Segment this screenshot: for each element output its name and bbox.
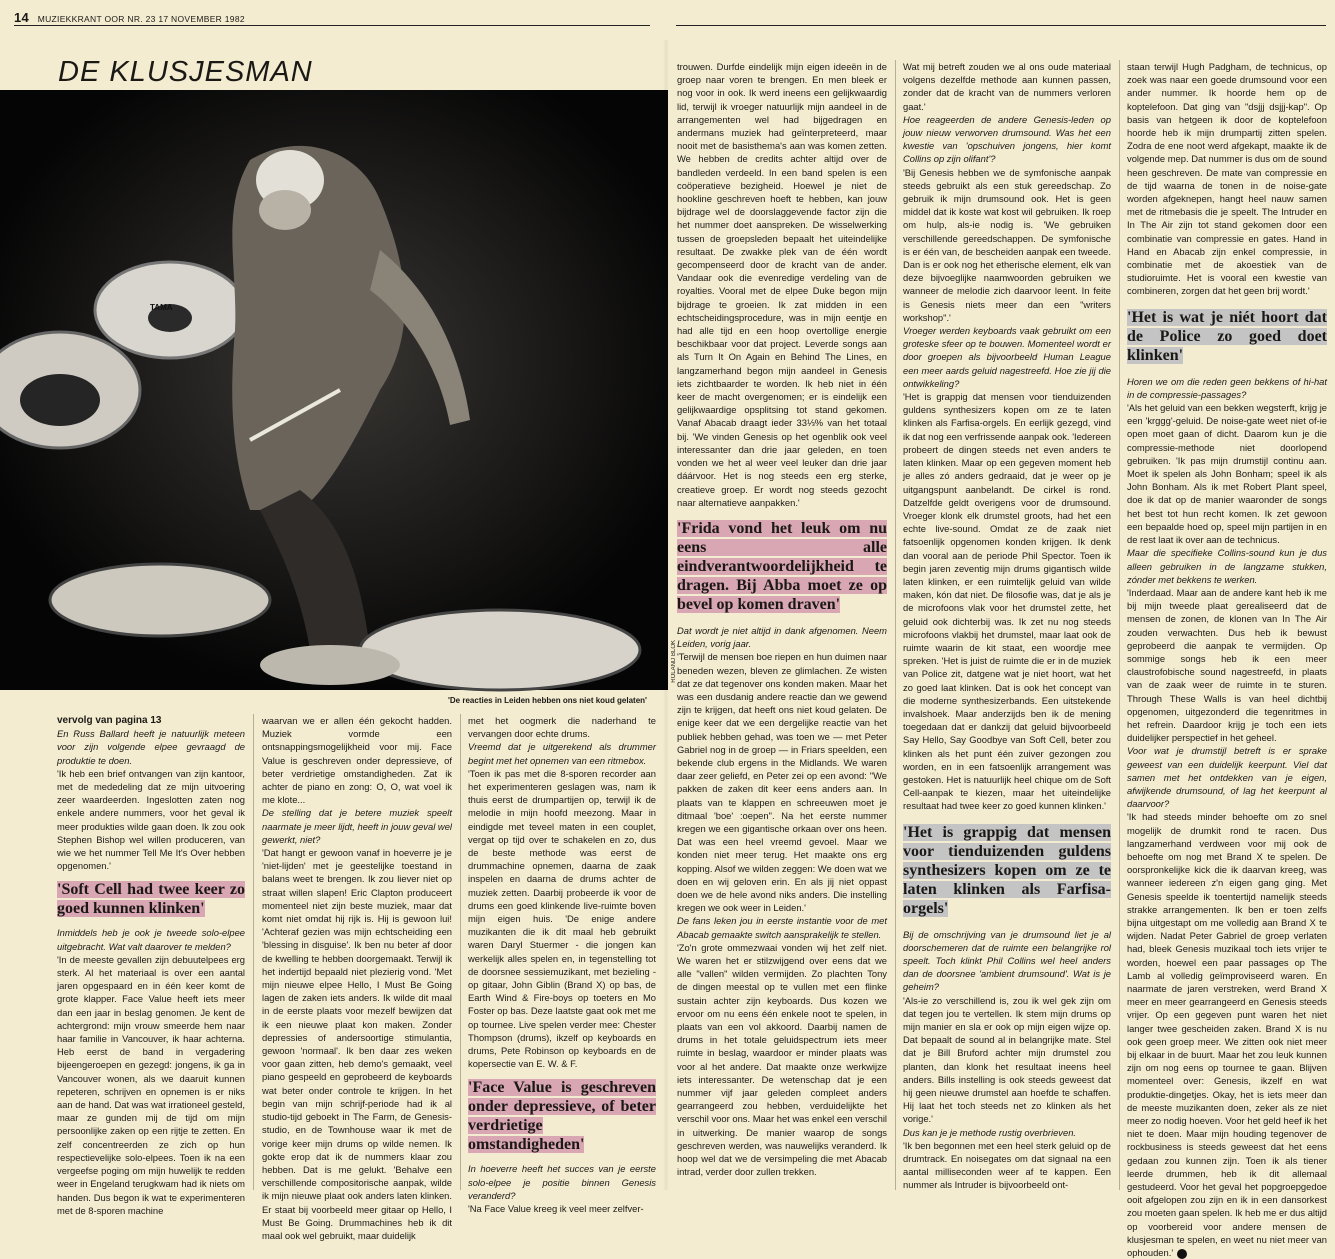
question: Vroeger werden keyboards vaak gebruikt om een groteske sfeer op te bouwen. Momenteel wordt er door groepen als bijvoorbeeld Human League een meer aards geluid nagestreefd. Hoe zie jij die ontwikkeling? — [903, 325, 1111, 389]
pull-quote-text: 'Frida vond het leuk om nu eens alle eindverantwoordelijkheid te dragen. Bij Abba moet ze op bevel op komen draven' — [677, 519, 887, 613]
question: Voor wat je drumstijl betreft is er sprake geweest van een duidelijk keerpunt. Viel dat samen met het ontdekken van je eigen, afwijkende drumsound, of lag het keerpunt al daarvoor? — [1127, 745, 1327, 810]
pull-quote-text: 'Soft Cell had twee keer zo goed kunnen klinken' — [57, 881, 245, 918]
question: Vreemd dat je uitgerekend als drummer begint met het opnemen van een ritmebox. — [468, 741, 656, 766]
pull-quote — [468, 1078, 656, 1154]
column-5 — [903, 60, 1111, 1192]
column-2 — [262, 714, 452, 1241]
issue-number: NR. 23 — [127, 14, 156, 24]
column-4 — [677, 60, 887, 1192]
pull-quote — [1127, 308, 1327, 365]
answer: 'Ik heb een brief ontvangen van zijn kantoor, met de mededeling dat ze mijn uitvoering zeer waardeerden. Ingeslotten zaten nog enkele andere nummers, voor het geval ik meer produkties wilde gaan doen. Ik zou ook Stephen Bishop wel willen produceren, van wie we het nummer Tell Me It's Over hebben opgenomen.' — [57, 767, 245, 872]
column-divider — [1119, 60, 1120, 1190]
question: De stelling dat je betere muziek speelt naarmate je meer lijdt, heeft in jouw geval wel gewerkt, niet? — [262, 807, 452, 845]
column-divider — [895, 60, 896, 1190]
question: Bij de omschrijving van je drumsound liet je al doorschemeren dat de ruimte een belangrijke rol speelt. Toch klinkt Phil Collins wel heel anders dan de doorsnee 'ambient drumsound'. Wat is je geheim? — [903, 928, 1111, 993]
question: Horen we om die reden geen bekkens of hi-hat in de compressie-passages? — [1127, 375, 1327, 400]
column-1 — [57, 714, 245, 1216]
answer: trouwen. Durfde eindelijk mijn eigen ideeën in de groep naar voren te brengen. En men bleek er nog voor in ook. Ik werd ineens een gelijkwaardig lid, terwijl ik vroeger natuurlijk mijn aandeel in de arrangementen wel had bijgedragen en andermans muziek had geïnterpreteerd, maar nooit met de basisthema's aan was komen zetten. We hebben de credits achter altijd over de bandleden verdeeld. In een band spelen is een coöperatieve bezigheid. Hoewel je niet de hookline geschreven hoeft te hebben, kan jouw bijdrage wel de doorslaggevende factor zijn die het nummer doet aanspreken. De wisselwerking tussen de groepsleden bepaalt het uiteindelijke resultaat. De zwakke plek van de één wordt gecompenseerd door de kracht van de ander. Vandaar ook die evenredige verdeling van de royalties. Vooral met de elpee Duke begon mijn bijdrage te groeien. Ik zat midden in een echtscheidingsprocedure, was in mijn eentje en had alle tijd en een hoop overtollige energie beschikbaar voor dat project. Leverde songs aan als Turn It On Again en Behind The Lines, en langzamerhand begon mijn aandeel in Genesis iets zichtbaarder te worden. Ik heb niet in één keer de macht overgenomen; er is eindelijk een gelijkwaardige opsplitsing tot stand gekomen. Vanaf Abacab draagt ieder 33⅓% van het totaal bij. 'We vinden Genesis op het ogenblik ook veel interessanter dan drie jaar geleden, en toen vonden we het al weer veel leuker dan drie jaar dáárvoor. Het is nog steeds een erg sterke, creatieve groep. Er wordt nog steeds gezocht naar alternatieve aanpakken.' — [677, 61, 887, 508]
answer: 'Het is grappig dat mensen voor tienduizenden guldens synthesizers kopen om ze te laten klinken als Farfisa-orgels. En eerlijk gezegd, vind ik dat nog een verfrissende aanpak ook. 'Iedereen probeert de dingen steeds net even anders te laten klinken. Maar op een gegeven moment heb je alles zó anders gedraaid, dat je weer op je uitgangspunt aanbelandt. De cirkel is rond. Datzelfde geldt overigens voor de drumsound. Vroeger klonk elk drumstel groots, had het een echte live-sound. Omdat ze de zaak niet fatsoenlijk opgenomen konden krijgen. Ik denk dan vooral aan de periode Phil Spector. Toen ik begin jaren zeventig mijn drums gigantisch wilde laten klinken, er een ruimtelijk geluid van wilde maken, kón dat niet. De filosofie was, dat je als je de microfoons vlak voor het drumstel zette, het geluid ook dichterbij was. Ik zet nu nog steeds microfoons vlakbij het drumstel, maar laat ook de ruimte waarin de kit staat, een woordje mee spreken. 'Het is juist de ruimte die er in de muziek van Police zit, datgene wat je niet hoort, wat het zo goed laat klinken. Dat is ook het concept van die moderne synthesizerbands. Een uitstekende invalshoek. Maar anderzijds ben ik de mening toegedaan dat er dankzij dat geluid bijvoorbeeld Say Hello, Say Goodbye van Soft Cell, beter zou klinken als het punt één zuiver gezongen zou worden, en in een fatsoenlijk arrangement was gestoken. Het is natuurlijk heel chique om de Soft Cell-aanpak te kiezen, maar het uiteindelijke resultaat had twee keer zo goed kunnen klinken.' — [903, 391, 1111, 812]
question: Dus kan je je methode rustig overbrieven. — [903, 1126, 1077, 1138]
answer: 'Als het geluid van een bekken wegsterft, krijg je een 'krggg'-geluid. De noise-gate weet niet of-ie open moet gaan of dicht. Daarom kun je die compressie-methode niet doorlopend gebruiken. 'Ik pas mijn drumstijl continu aan. Moet ik spelen als John Bonham; speel ik als John Bonham. Als ik met Robert Plant speel, doe ik dat op de manier waaronder de songs het best tot hun recht komen. Ik zet gewoon een bepaalde hoed op, speel mijn partijen in en de rest laat ik over aan de technicus. — [1127, 402, 1327, 546]
header-rule-left — [14, 25, 650, 26]
question: De fans leken jou in eerste instantie voor de met Abacab gemaakte switch aansprakelijk te stellen. — [677, 915, 887, 940]
pull-quote-text: 'Face Value is geschreven onder depressieve, of beter verdrietige omstandigheden' — [468, 1079, 656, 1154]
answer: 'Na Face Value kreeg ik veel meer zelfver- — [468, 1203, 644, 1215]
pull-quote-text: 'Het is wat je niét hoort dat de Police zo goed doet klinken' — [1127, 308, 1327, 364]
pull-quote — [903, 823, 1111, 918]
page-header — [14, 10, 245, 25]
pull-quote — [677, 519, 887, 614]
answer: 'Zo'n grote ommezwaai vonden wij het zelf niet. We waren het er stilzwijgend over eens dat we alle "vallen" wilden vermijden. Zo plachten Tony de dingen meestal op te vullen met een flinke sustain achter zijn keyboards. Dus kozen we ervoor om nu eens één enkele noot te spelen, in plaats van een vol akkoord. Daarbij namen de drums in het totale geluidspectrum iets meer ruimte in beslag, waardoor er minder plaats was voor al het andere. Dat maakte onze werkwijze iets interessanter. De wetenschap dat je een nummer vijf jaar geleden compleet anders gearrangeerd zou hebben, verduidelijkte het verschil voor ons. Maar het was enkel een verschil in uitwerking. De manier waarop de songs geschreven werden, was nauwelijks veranderd. Ik hoop wel dat we de versimpeling die met Abacab intrad, verder door zullen trekken. — [677, 941, 887, 1178]
end-mark-icon — [1177, 1249, 1187, 1259]
answer: 'Ik ben begonnen met een heel sterk geluid op de drumtrack. En noisegates om dat signaal na een aantal milliseconden weer af te kappen. Een nummer als Intruder is bijvoorbeeld ont- — [903, 1139, 1111, 1191]
answer: 'Als-ie zo verschillend is, zou ik wel gek zijn om dat tegen jou te vertellen. Ik stem mijn drums op mijn manier en sla er ook op mijn eigen wijze op. Dat bepaalt de sound al in belangrijke mate. Stel dat je Bill Bruford achter mijn drumstel zou planten, dan klonk het resultaat ineens heel anders. Bills instelling is ook steeds geweest dat hij geen nieuwe drumstel aan hoefde te schaffen. Hij laat het toch steeds net zo klinken als het vorige.' — [903, 994, 1111, 1125]
answer — [1127, 810, 1327, 1259]
header-rule-right — [676, 25, 1326, 26]
answer: waarvan we er allen één gekocht hadden. Muziek vormde een ontsnappingsmogelijkheid voor mij. Face Value is geschreven onder depressieve, of beter verdrietige omstandigheden. Zat ik achter de piano en zong: O, O, wat voel ik me klote... — [262, 715, 452, 806]
question: In hoeverre heeft het succes van je eerste solo-elpee je positie binnen Genesis veranderd? — [468, 1163, 656, 1201]
answer: 'In de meeste gevallen zijn debuutelpees erg sterk. Al het materiaal is over een aantal jaren opgespaard en in één keer komt de grote klapper. Face Value heeft iets meer dan een jaar in beslag genomen. Je kent de achtergrond: mijn vrouw smeerde hem naar haar familie in Vancouver, ik haar achterna. Heb eerst de band in vergadering bijeengeroepen en gezegd: jongens, ik ga in Vancouver wonen, als we daaruit kunnen repeteren, schrijven en opnemen is er niks aan de hand. Dat was wat irrationeel gesteld, maar ze gunden mij de tijd om mijn persoonlijke zaken op een rijtje te zetten. En zelf concentreerden ze zich op hun respectievelijke solo-elpees. Toen ik na een vergeefse poging om mijn huwelijk te redden weer in Engeland terugkwam had ik niets om handen. Dus begon ik wat te experimenteren met de 8-sporen machine — [57, 953, 245, 1216]
pull-quote — [57, 880, 245, 918]
column-6 — [1127, 60, 1327, 1259]
publication-name: MUZIEKKRANT OOR — [37, 14, 125, 24]
answer: 'Inderdaad. Maar aan de andere kant heb ik me bij mijn tweede plaat gerealiseerd dat de mensen de zonen, de klonen van In The Air zouden verwachten. Dus heb ik bewust geprobeerd die aanpak te vermijden. Op sommige songs heb ik een meer claustrofobische sound nagestreefd, in plaats van de zaak weer de ruimte in te sturen. Through These Walls is van heel dichtbij opgenomen, uitgezonderd die tegenritmes in het refrein. Daardoor krijg je toch een iets duidelijker perspectief in het geheel. — [1127, 586, 1327, 744]
answer: 'Toen ik pas met die 8-sporen recorder aan het experimenteren geslagen was, nam ik thuis eerst de drumpartijen op, terwijl ik de melodie in mijn hoofd meezong. Maar in eindigde met teveel maten in een couplet, vergat op tijd over te schakelen en zo, dus de beste methode was eerst de drummachine opnemen, daarna de zaak inspelen en daarna de drums achter de muziek zetten. Daarbij probeerde ik voor de drums een goed klinkende live-ruimte boven mijn eigen huis. 'De enige andere muzikanten die ik dit maal heb gebruikt waren Daryl Stuermer - die jongen kan werkelijk alles spelen en, in tegenstelling tot de doorsnee sessiemuzikant, met bezieling - op gitaar, John Giblin (Brand X) op bas, de Earth Wind & Fire-boys op toeters en Mo Foster op bas. Deze laatste gaat ook met me op tournee. Live spelen verder mee: Chester Thompson (drums), ikzelf op keyboards en drums, Pete Robinson op keyboards en de kopersectie van E. W. & F. — [468, 767, 656, 1070]
answer: 'Dat hangt er gewoon vanaf in hoeverre je je 'niet-lijden' met je geestelijke toestand in balans weet te brengen. Ik zou liever niet op straat willen slapen! Eric Clapton produceert momenteel niet zijn beste muziek, maar dat komt niet omdat hij rijk is. Hij is gewoon lui! 'Achteraf gezien was mijn echtscheiding een 'blessing in disguise'. Ik ben nu beter af door de kwelling te hebben doorgemaakt. Terwijl ik het indertijd bepaald niet plezierig vond. 'Met mijn nieuwe elpee Hello, I Must Be Going lagen de zaken iets anders. Ik wilde dit maal in de eerste plaats voor mezelf bewijzen dat ik een nieuwe plaat kon maken. Zonder depressies of andersoortige stimulantia, gewoon 'normaal'. Ik ben daar zes weken voor gaan zitten, heb demo's gemaakt, veel piano gespeeld en geprobeerd de keyboards wat beter onder controle te krijgen. In het begin van mijn schrijf-periode had ik al studio-tijd geboekt in The Farm, de Genesis-studio, en de Townhouse waar ik met de vorige keer mijn drums op wilde nemen. Ik gokte erop dat ik de nummers klaar zou hebben. Dat is me gelukt. 'Behalve een verschillende compositorische aanpak, wilde ik mijn nieuwe plaat ook anders laten klinken. Er staat bij voorbeeld meer gitaar op Hello, I Must Be Going. Drummachines heb ik dit maal ook wel gebruikt, maar duidelijk — [262, 847, 452, 1241]
question: Dat wordt je niet altijd in dank afgenomen. Neem Leiden, vorig jaar. — [677, 624, 887, 650]
answer: 'Bij Genesis hebben we de symfonische aanpak steeds gebruikt als een stuk gereedschap. Zo gebruik ik mijn drumsound ook. Het is geen middel dat ik koste wat kost wil gebruiken. Ik roep om hulp, als-ie nodig is. 'We gebruiken verschillende gereedschappen. De symfonische is er één van, de bescheiden aanpak een tweede. Dan is er ook nog het etherische element, elk van deze bijvoeglijke naamwoorden gebruiken we wanneer de melodie zich daarvoor leent. In feite is Genesis niets meer dan een "writers workshop".' — [903, 166, 1111, 323]
continued-from: vervolg van pagina 13 — [57, 715, 162, 726]
article-title: DE KLUSJESMAN — [58, 56, 313, 88]
pull-quote-text: 'Het is grappig dat mensen voor tienduizenden guldens synthesizers kopen om ze te laten klinken als Farfisa-orgels' — [903, 823, 1111, 917]
column-divider — [460, 714, 461, 1190]
column-divider — [253, 714, 254, 1190]
question: Hoe reageerden de andere Genesis-leden op jouw nieuw verworven drumsound. Was het een kwestie van 'opschuiven jongens, hier komt Collins op zijn olifant'? — [903, 113, 1111, 165]
question: Inmiddels heb je ook je tweede solo-elpee uitgebracht. Wat valt daarover te melden? — [57, 927, 245, 952]
photo-caption: 'De reacties in Leiden hebben ons niet koud gelaten' — [448, 696, 647, 705]
question: En Russ Ballard heeft je natuurlijk meteen voor zijn volgende elpee gevraagd de produktie te doen. — [57, 728, 245, 766]
drummer-photo — [0, 90, 668, 690]
answer: Wat mij betreft zouden we al ons oude materiaal volgens dezelfde methode aan kunnen passen, zonder dat de kracht van de nummers verloren gaat.' — [903, 61, 1111, 112]
drum-logo: TAMA — [150, 303, 173, 312]
issue-date: 17 NOVEMBER 1982 — [158, 14, 245, 24]
page-fold — [663, 40, 669, 1190]
page-number: 14 — [14, 10, 30, 25]
answer-text: 'Ik had steeds minder behoefte om zo snel mogelijk de drumkit rond te racen. Dus langzamerhand verdween voor mij ook de behoefte om nog met Brand X te spelen. De oorspronkelijke kick die ik daarvan kreeg, was wanneer iedereen z'n eigen gang ging. Met Genesis speelde ik toentertijd namelijk steeds strakke arrangementen. Ik ben er toen zelfs bijna uitgestapt om me volledig aan Brand X te wijden. Nadat Peter Gabriel de groep verlaten had, bleek Genesis muzikaal toch iets vrijer te worden, hoewel een paar passages op The Lamb al volledig geïmproviseerd waren. En naarmate de jaren verstreken, werd Brand X meer en meer gearrangeerd en Genesis steeds vrijer. Op een gegeven punt waren het niet langer twee gescheiden zaken. Brand X is nu ook geen groep meer. We zitten ook niet meer bij elkaar in de buurt. Maar het zou leuk kunnen zijn om nog eens op tournee te gaan. Blijven momenteel over: Genesis, ikzelf en wat produktie-dingetjes. Okay, het is iets meer dan de meeste muzikanten doen, zeker als ze niet meer zo nodig hoeven. Voor het geld heef ik het niet te doen. Maar mijn houding tegenover de rockbusiness is steeds geweest dat het eens gedaan zou kunnen zijn. Toen ik als tiener leerde drummen, heb ik dit allemaal gestudeerd. Voor het geval het popgroepgedoe ooit afgelopen zou zijn en ik in een dansorkest zou moeten gaan spelen. Ik heb me er dus altijd op voorbereid voor andere mensen de klusjesman te spelen, en weet nu niet meer van ophouden.' — [1127, 811, 1327, 1259]
column-3 — [468, 714, 656, 1215]
answer: 'Terwijl de mensen boe riepen en hun duimen naar beneden wezen, bleven ze glimlachen. Ze wisten dat ze dat tegenover ons konden maken. Maar het was een dusdanig andere reactie dan we gewend zijn te krijgen, dat heeft ons niet koud gelaten. De enige keer dat we een dergelijke reactie van het publiek hebben gehad, was toen we — met Peter Gabriel nog in de groep — in Friars speelden, een bekende club ergens in the Midlands. We waren daar zeer geliefd, en Peter zei op een avond: "We pakken de zaken dit keer eens anders aan. In plaats van te klappen en schreeuwen moet je ditmaal 'boe' :oepen". Na het eerste nummer kregen we een gigantische orkaan over ons heen. Dat was een heel vreemd gevoel. Maar we konden niet meer terug. Het maakte ons erg kopping. Alsof we wilden zeggen: We doen wat we doen en wij geloven erin. En als jij niet oppast doen we de hele avond niks anders. Die instelling kregen we ook weer in Leiden.' — [677, 651, 887, 914]
photo-credit: ROLAND BLOK — [671, 640, 677, 683]
answer: met het oogmerk die naderhand te vervangen door echte drums. — [468, 715, 656, 740]
question: Maar die specifieke Collins-sound kun je dus alleen gebruiken in de langzame stukken, zónder met bekkens te werken. — [1127, 547, 1327, 585]
answer: staan terwijl Hugh Padgham, de technicus, op zoek was naar een goede drumsound voor een ander nummer. Ik hoorde hem op de koptelefoon. Dat ging van "dsjjj dsjjj-kap". Op basis van hetgeen ik door de koptelefoon hoorde heb ik mijn drumpartij zitten spelen. Zodra de ene noot werd afgekapt, maakte ik de volgende mep. Dat nummer is dus om de sound heen geschreven. De mate van compressie en de tijd waarna de tonen in de noise-gate worden afgeknepen, hangt heel nauw samen met de ritmebasis die je speelt. The Intruder en In The Air zijn tot stand gekomen door een combinatie van compressie en gates. Hand in Hand en Abacab zijn enkel compressie, in combinatie met de akoestiek van de studioruimte. Het is vooral een kwestie van combineren, zorgen dat het geen brij wordt.' — [1127, 61, 1327, 297]
